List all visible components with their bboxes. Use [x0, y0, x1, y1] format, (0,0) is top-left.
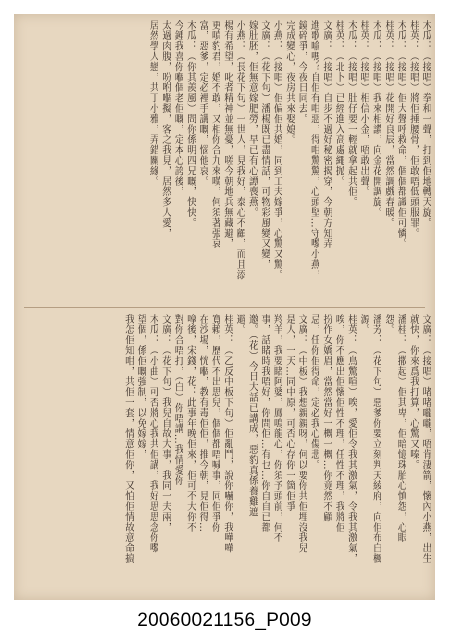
text-column: 小燕：（長花下句）一世人，見我好，泰心不顧，而且添	[234, 20, 246, 280]
text-column: 扮作女嬌眉，當然當好一概一概…你竟然不顧	[320, 314, 332, 522]
text-column: 在沙場，恍嗰，教有毒佢佢，推今朝，見佢得…	[196, 314, 208, 533]
text-column: 文廣：（接唱）自步不過好秘密揭穿，今朝方知弄	[320, 20, 332, 249]
text-column: 木瓜：（接唱）肚仔要一輕就拿起共佢。	[345, 20, 357, 208]
text-column: 潘芳：（花下句）惡爹你要立刻判天綾府，向佢布白楓	[370, 314, 382, 564]
text-column: 唉，你不應出佢懷佢性不理，任性不理，我將佢	[333, 314, 345, 533]
text-column: 怨。	[382, 314, 394, 335]
text-column: 木瓜：（接唱）佢大聲呼救命，個個都識佢可憐。	[395, 20, 407, 249]
text-column: 富，惡爹，定必裡手講嘅，惱他哀。	[196, 20, 208, 187]
text-column: 鏡碎爭，今夜日同去。	[296, 20, 308, 124]
text-column: 文廣：（花下句）潘楊既已盡情話，可物彩風變又變，	[258, 20, 270, 270]
text-column: 邀。（花）今日大話已講成，惡豹真係養雞遮	[246, 314, 258, 517]
text-column: 潘桂：（撒起）佢其卑，佢暗憶珠胎心慎怨，心眼	[395, 314, 407, 543]
text-column: 桂英：（接唱）花開好良辰，當然調戲春暖。	[382, 20, 394, 228]
text-column: 桂英：（接唱）相信小金，唔敢出聲。	[358, 20, 370, 197]
text-column: 我怎佢知咁，共佢一套，情意佢你，又怕佢情故意命搞	[122, 314, 134, 564]
text-column: 文廣：（花下句）我兒自故大事，我同一夫兩，	[159, 314, 171, 533]
text-column: 進歌喻嗎？自佢有咁惡，得咁驚驚，心頭堅…守嚟小燕，	[308, 20, 320, 280]
text-column: 桂英：（接唱）將佢捶腰骨，佢敢唔低頭服罪。	[407, 20, 419, 239]
text-column: 忌，任你佢得命，定必我心傷悲。	[308, 314, 320, 470]
upper-text-block	[14, 20, 435, 305]
text-column: 完成變心，夜房共來娶媳。	[283, 20, 295, 145]
text-column: 木瓜：（接唱）拳和一聲，打到佢地轉天旋。	[420, 20, 431, 228]
text-column: 桂英：（乙反中板下句）佢亂鬥，說你嚇你，我嘩嘩	[221, 314, 233, 554]
text-column: 木瓜：（小曲）可否將心我共佢講，我好思思念你嚟	[147, 314, 159, 554]
text-column: 羚羊，我要睹阿婆，鳳鳴龍心，你須予頭前，何不	[271, 314, 283, 543]
text-column: 事，話睹時我唔好，你問佢…有乜…你自自已都	[258, 314, 270, 533]
text-column: 楊有希望，叱者精神並無憂，嗟今朝地兵無藏避，	[221, 20, 233, 249]
script-page	[14, 14, 435, 600]
text-column: 望個，係佢嘅強制，以免嫁嫁，	[135, 314, 147, 460]
text-column: 嗱後，宋錢，花：此事年晚佢來，佢可不大你不	[184, 314, 196, 533]
text-column: 木瓜：（接唱）我來相讚，向金花開調旋。	[370, 20, 382, 218]
text-column: 桂英：（鳥驚喧）唉，愛佢令我其激氣，令我其激氣，	[345, 314, 357, 564]
text-column: 文廣：（接唱）啫啫嚨嚨，唔肯淒箭，懷內小燕，出生	[420, 314, 431, 564]
text-column: 對你合唔打，（白）你唔講…我情愛你	[172, 314, 184, 486]
text-column: 是人，一天…同中原，可否心存你一箇佢爭	[283, 314, 295, 512]
text-column: 今鍾我喜你嗰個老佢嘅，定本心誇後，	[172, 20, 184, 197]
text-column: 寬賴，歷代不出思兒，個個都唔喊事，同佢爭你	[209, 314, 221, 533]
archive-caption: 20060021156_P009	[137, 610, 312, 631]
page-fold-line	[24, 307, 425, 308]
text-column: 嫁肚胚，佢無意嫁肥勞，早已有心譚喪燕。	[246, 20, 258, 218]
lower-text-block	[14, 314, 435, 596]
text-column: 更嗔豹君，婚不敢，又相你合九來嘆，何須著張哀	[209, 20, 221, 249]
text-column: 小燕：（接唱）佢偏佢共婚，同到工夫嫁爭，心驚又驚。	[271, 20, 283, 280]
text-column: 就快，你來爲我打算，心驚又嗪。	[407, 314, 419, 470]
text-column: 太過肉腹，吩咐嗰擬，客之我見，居然多人愛，	[159, 20, 171, 239]
text-column: 源。	[358, 314, 370, 335]
text-column: 木瓜：（你其羨風）問你係明四兄嘅，快快。	[184, 20, 196, 228]
text-column: 桂英：（北卜）已經進入高處繩抛。	[333, 20, 345, 187]
text-column: 文廣：（中板）我想親親呀，何以要你共佢埋沒我兒	[296, 314, 308, 554]
text-column: 居然學人戀，共丁小雅，弄錯關緣。	[147, 20, 159, 187]
text-column: 避。	[234, 314, 246, 335]
